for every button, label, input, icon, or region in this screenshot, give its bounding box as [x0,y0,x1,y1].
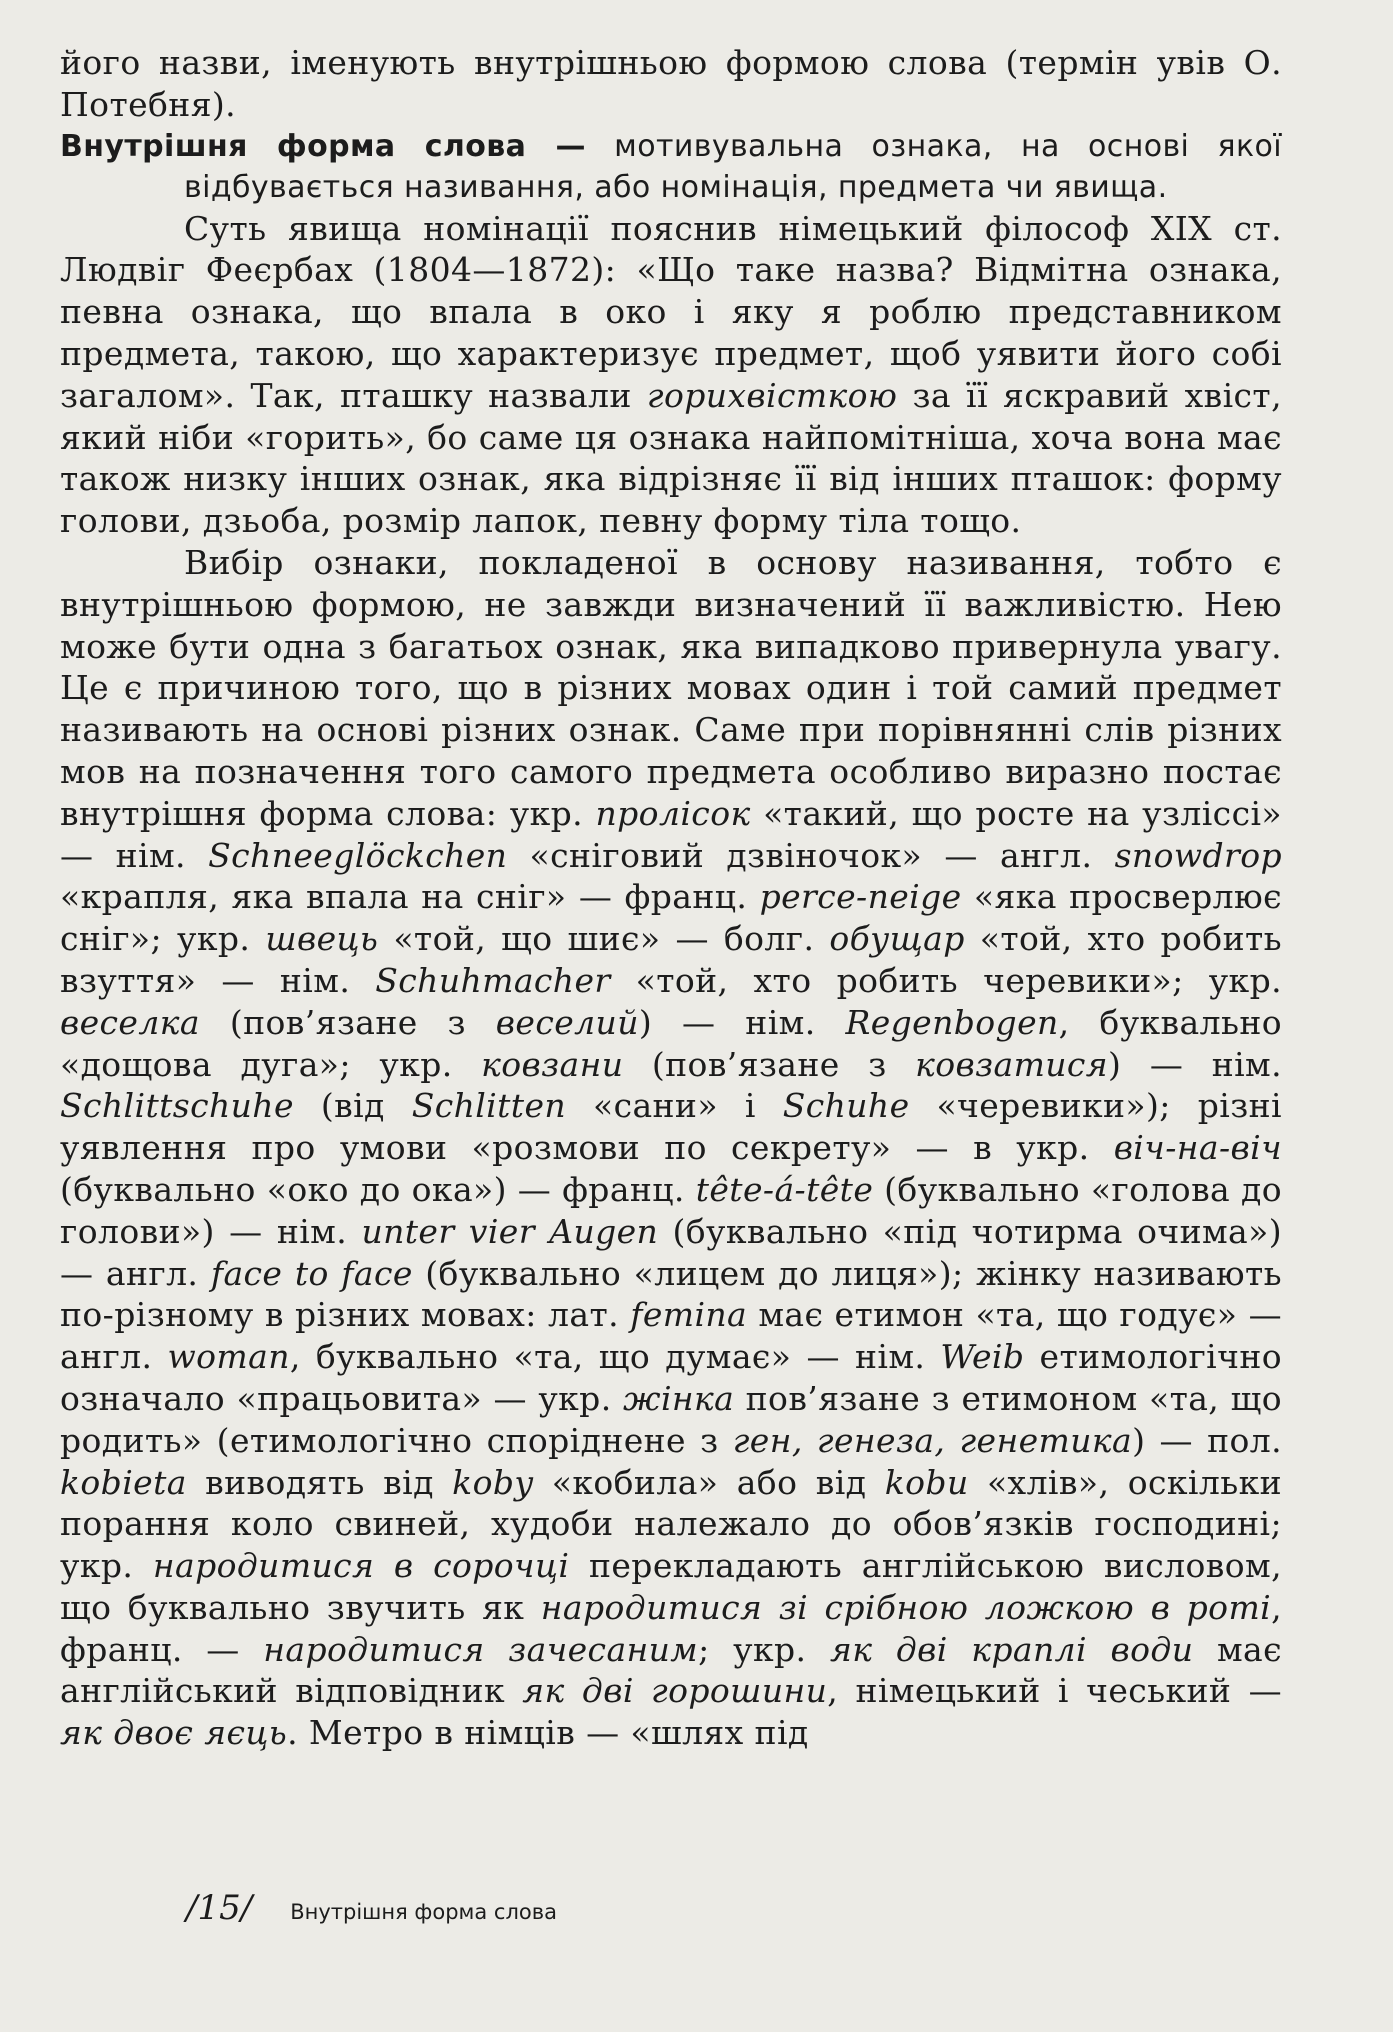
paragraph-examples: Вибір ознаки, покладеної в основу називання, тобто є внутрішньою формою, не завжди визначений її важливістю. Нею може бути одна з багатьох ознак, яка випадково привернула увагу. Це є причиною того, що в різних мовах один і той самий предмет називають на основі різних ознак. Саме при порівнянні слів різних мов на позначення того самого предмета особливо виразно постає внутрішня форма слова: укр. пролісок «такий, що росте на узліссі» — нім. Schneeglöckchen «сніговий дзвіночок» — англ. snowdrop «крапля, яка впала на сніг» — франц. perce-neige «яка просверлює сніг»; укр. швець «той, що шиє» — болг. обущар «той, хто робить взуття» — нім. Schuhmacher «той, хто робить черевики»; укр. веселка (пов’язане з веселий) — нім. Regenbogen, буквально «дощова дуга»; укр. ковзани (пов’язане з ковзатися) — нім. Schlittschuhe (від Schlitten «сани» і Schuhe «черевики»); різні уявлення про умови «розмови по секрету» — в укр. віч-на-віч (буквально «око до ока») — франц. tête-á-tête (буквально «голова до голови») — нім. unter vier Augen (буквально «під чотирма очима») — англ. face to face (буквально «лицем до лиця»); жінку називають по-різному в різних мовах: лат. femina має етимон «та, що годує» — англ. woman, буквально «та, що думає» — нім. Weib етимологічно означало «працьовита» — укр. жінка пов’язане з етимоном «та, що родить» (етимологічно споріднене з ген, генеза, генетика) — пол. kobieta виводять від koby «кобила» або від kobu «хлів», оскільки порання коло свиней, худоби належало до обов’язків господині; укр. народитися в сорочці перекладають англійською висловом, що буквально звучить як народитися зі срібною ложкою в роті, франц. — народитися зачесаним; укр. як дві краплі води має англійський відповідник як дві горошини, німецький і чеський — як двоє яєць. Метро в німців — «шлях під [60,542,1283,1753]
running-head: Внутрішня форма слова [290,1900,557,1924]
page-text [60,42,1282,1754]
definition-term: Внутрішня форма слова — [60,128,586,164]
intro-paragraph: його назви, іменують внутрішньою формою слова (термін увів О. Потебня). [60,43,1282,124]
page-number: /15/ [186,1888,253,1928]
definition-text: мотивувальна ознака, на основі якої відбувається називання, або номінація, предмета чи явища. [184,128,1283,205]
page-footer [186,1888,557,1928]
paragraph-feuerbach: Суть явища номінації пояснив німецький філософ XIX ст. Людвіг Феєрбах (1804—1872): «Що таке назва? Відмітна ознака, певна ознака, що впала в око і яку я роблю представником предмета, такою, що характеризує предмет, щоб уявити його собі загалом». Так, пташку назвали горихвісткою за її яскравий хвіст, який ніби «горить», бо саме ця ознака найпомітніша, хоча вона має також низку інших ознак, яка відрізняє її від інших пташок: форму голови, дзьоба, розмір лапок, певну форму тіла тощо. [60,208,1282,541]
definition-block [60,126,1282,208]
